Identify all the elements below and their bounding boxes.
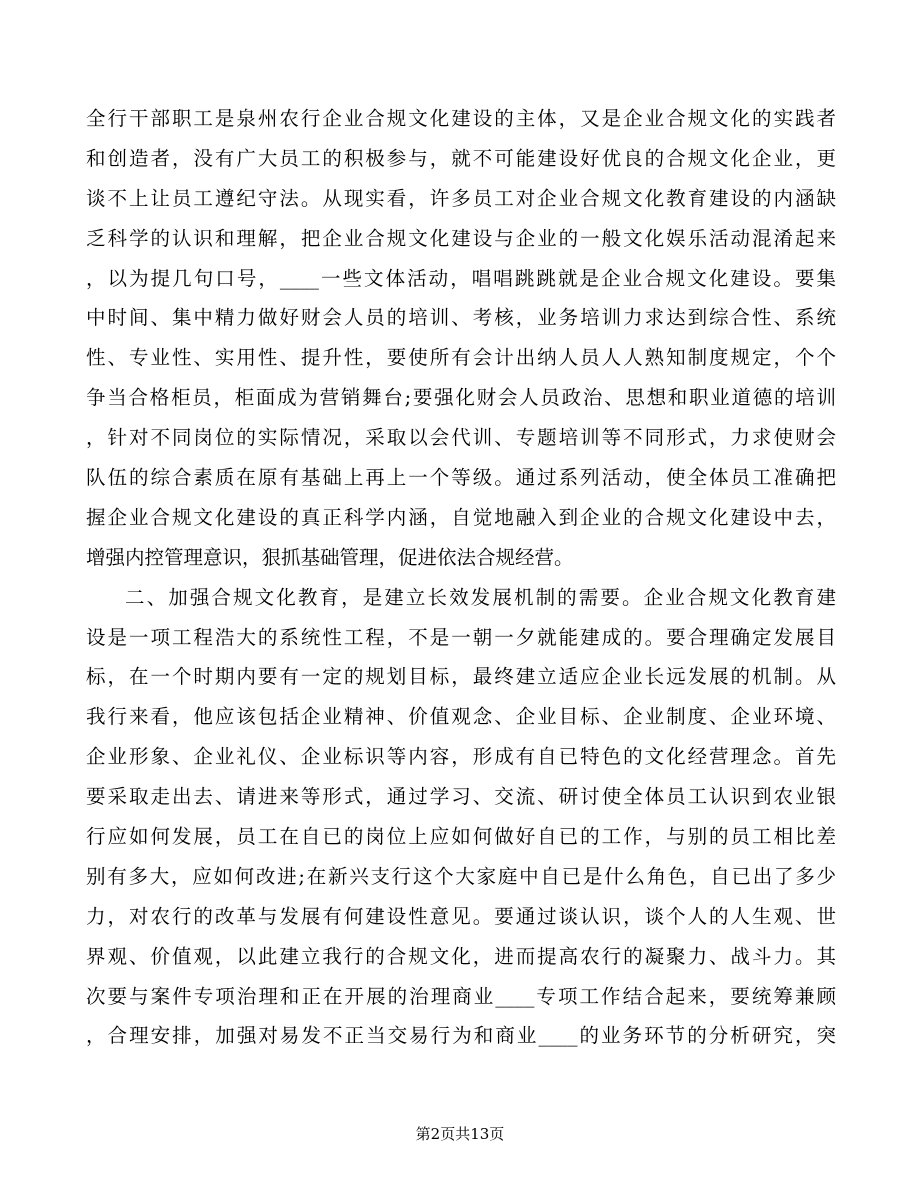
text-line: 标，在一个时期内要有一定的规划目标，最终建立适应企业长远发展的机制。从 — [86, 665, 836, 689]
text-line: 界观、价值观，以此建立我行的合规文化，进而提高农行的凝聚力、战斗力。其 — [86, 944, 836, 968]
section-heading-line: 二、加强合规文化教育，是建立长效发展机制的需要。企业合规文化教育建 — [125, 585, 836, 609]
text-line: 我行来看，他应该包括企业精神、价值观念、企业目标、企业制度、企业环境、 — [86, 705, 836, 729]
text-line: ，以为提几句口号，____一些文体活动，唱唱跳跳就是企业合规文化建设。要集 — [86, 266, 836, 290]
text-line: 乏科学的认识和理解，把企业合规文化建设与企业的一般文化娱乐活动混淆起来 — [86, 226, 836, 250]
text-line: 争当合格柜员，柜面成为营销舞台;要强化财会人员政治、思想和职业道德的培训 — [86, 386, 836, 410]
text-line: 要采取走出去、请进来等形式，通过学习、交流、研讨使全体员工认识到农业银 — [86, 785, 836, 809]
text-line: 中时间、集中精力做好财会人员的培训、考核，业务培训力求达到综合性、系统 — [86, 306, 836, 330]
text-line: 队伍的综合素质在原有基础上再上一个等级。通过系列活动，使全体员工准确把 — [86, 466, 836, 490]
text-line: ，针对不同岗位的实际情况，采取以会代训、专题培训等不同形式，力求使财会 — [86, 426, 836, 450]
text-line: 次要与案件专项治理和正在开展的治理商业____专项工作结合起来，要统筹兼顾 — [86, 984, 836, 1008]
text-line: 力，对农行的改革与发展有何建设性意见。要通过谈认识，谈个人的人生观、世 — [86, 904, 836, 928]
page-number: 第2页共13页 — [415, 1125, 505, 1143]
text-line: 性、专业性、实用性、提升性，要使所有会计出纳人员人人熟知制度规定，个个 — [86, 346, 836, 370]
document-body — [86, 99, 836, 1056]
paragraph-end-line: 增强内控管理意识，狠抓基础管理，促进依法合规经营。 — [86, 545, 574, 569]
text-line: 全行干部职工是泉州农行企业合规文化建设的主体，又是企业合规文化的实践者 — [86, 107, 836, 130]
text-line: 别有多大，应如何改进;在新兴支行这个大家庭中自已是什么角色，自已出了多少 — [86, 864, 836, 888]
text-line: 行应如何发展，员工在自已的岗位上应如何做好自已的工作，与别的员工相比差 — [86, 825, 836, 849]
text-line: 设是一项工程浩大的系统性工程，不是一朝一夕就能建成的。要合理确定发展目 — [86, 625, 836, 649]
text-line: 和创造者，没有广大员工的积极参与，就不可能建设好优良的合规文化企业，更 — [86, 146, 836, 170]
text-line: 握企业合规文化建设的真正科学内涵，自觉地融入到企业的合规文化建设中去， — [86, 505, 836, 529]
text-line: ，合理安排，加强对易发不正当交易行为和商业____的业务环节的分析研究，突 — [86, 1024, 836, 1048]
text-line: 谈不上让员工遵纪守法。从现实看，许多员工对企业合规文化教育建设的内涵缺 — [86, 186, 836, 210]
text-line: 企业形象、企业礼仪、企业标识等内容，形成有自已特色的文化经营理念。首先 — [86, 745, 836, 769]
